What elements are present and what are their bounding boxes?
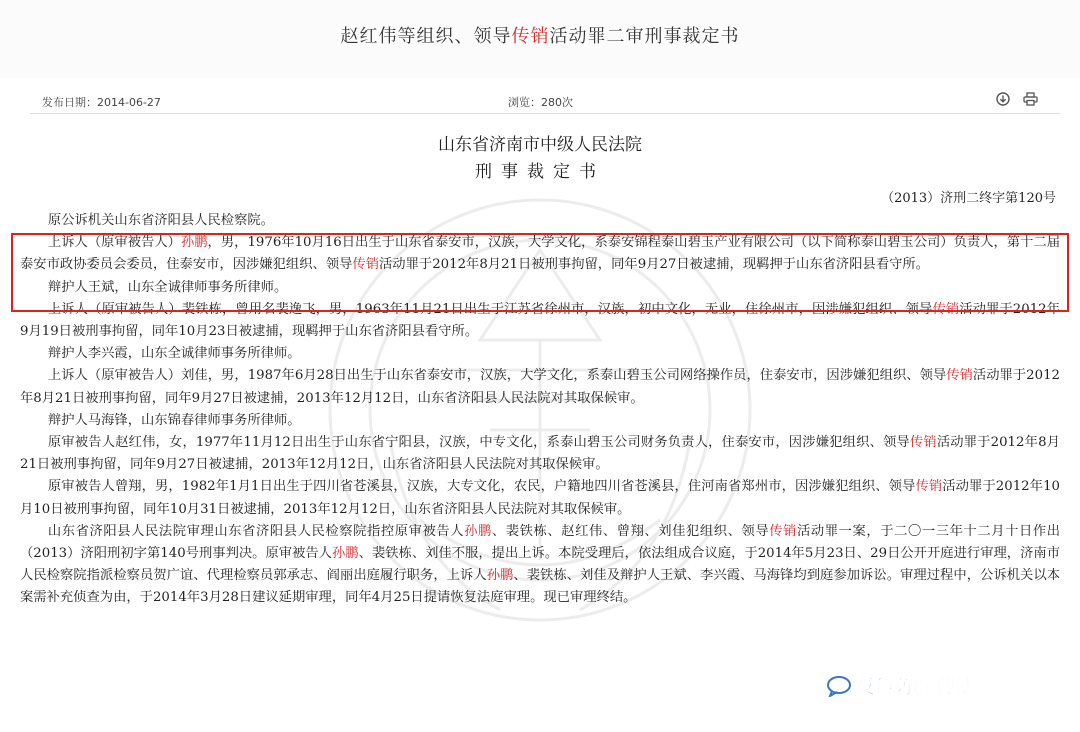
case-number: （2013）济刑二终字第120号: [881, 191, 1056, 206]
watermark-logo: [826, 672, 970, 699]
paragraph-text: 活动罪一案，于二〇一三年十二月十日作出（2013）济阳刑初字第140号刑事判决。原审被告人: [20, 523, 1061, 562]
paragraph-text: 原公诉机关山东省济阳县人民检察院。: [47, 213, 274, 228]
paragraph-text: 、裴铁栋、刘佳不服，提出上诉。本院受理后，依法组成合议庭，于2014年5月23日、29日公开开庭进行审理，济南市人民检察院指派检察员贺广谊、代理检察员郭承志、阎丽出庭履行职务，上诉人: [20, 546, 1061, 584]
paragraph-text: 上诉人（原审被告人）刘佳，男，1987年6月28日出生于山东省泰安市，汉族，大学文化，系泰山碧玉公司网络操作员，住泰安市，因涉嫌犯组织、领导: [47, 368, 947, 384]
paragraph: [20, 476, 1060, 520]
paragraph: [20, 365, 1060, 409]
paragraph-text: 活动罪于2012年9月19日被刑事拘留，同年10月23日被逮捕，现羁押于山东省济阳县看守所。: [20, 301, 1061, 340]
paragraph-text: 辩护人王斌，山东全诚律师事务所律师。: [47, 279, 288, 295]
paragraph-text: 原审被告人赵红伟，女，1977年11月12日出生于山东省宁阳县，汉族，中专文化，系泰山碧玉公司财务负责人，住泰安市，因涉嫌犯组织、领导: [47, 435, 910, 451]
paragraph: [20, 410, 1060, 432]
highlighted-term: 孙鹏: [464, 523, 492, 539]
paragraph-text: 山东省济阳县人民法院审理山东省济阳县人民检察院指控原审被告人: [47, 523, 465, 539]
paragraph: [20, 210, 1060, 232]
paragraph-text: 活动罪于2012年8月21日被刑事拘留，同年9月27日被逮捕，2013年12月12日，山东省济阳县人民法院对其取保候审。: [20, 435, 1060, 473]
page-title: 赵红伟等组织、领导传销活动罪二审刑事裁定书: [340, 26, 740, 47]
print-icon[interactable]: [1023, 91, 1038, 110]
paragraph: [20, 432, 1060, 476]
highlighted-term: 传销: [769, 523, 798, 539]
view-count: 浏览：280次: [508, 96, 573, 109]
paragraph-text: 原审被告人曾翔，男，1982年1月1日出生于四川省苍溪县，汉族，大专文化，农民，户籍地四川省苍溪县，住河南省郑州市，因涉嫌犯组织、领导: [47, 479, 916, 495]
chat-bubble-icon: [826, 675, 852, 697]
paragraph: [20, 521, 1060, 610]
paragraph-text: 上诉人（原审被告人）: [47, 235, 181, 251]
paragraph-text: 上诉人（原审被告人）裴铁栋，曾用名裴逸飞，男，1963年11月21日出生于江苏省徐州市，汉族，初中文化，无业，住徐州市，因涉嫌犯组织、领导: [47, 301, 933, 317]
highlighted-term: 传销: [915, 479, 943, 495]
highlighted-term: 孙鹏: [486, 568, 514, 584]
header-divider: [30, 113, 1060, 114]
paragraph-text: 、裴铁栋、刘佳及辩护人王斌、李兴霞、马海锋均到庭参加诉讼。审理过程中，公诉机关以本案需补充侦查为由，于2014年3月28日建议延期审理，同年4月25日提请恢复法庭审理。现已审理终结。: [20, 568, 1061, 606]
watermark-logo-text: 反传防骗联盟: [856, 676, 971, 698]
highlight-box: [11, 233, 1069, 312]
paragraph-text: 活动罪于2012年8月21日被刑事拘留，同年9月27日被逮捕，现羁押于山东省济阳县看守所。: [379, 257, 930, 273]
paragraph-text: 活动罪于2012年8月21日被刑事拘留，同年9月27日被逮捕，2013年12月12日，山东省济阳县人民法院对其取保候审。: [20, 368, 1061, 406]
paragraph-text: 辩护人李兴霞，山东全诚律师事务所律师。: [47, 346, 301, 362]
highlighted-term: 传销: [946, 368, 973, 384]
paragraph-text: 、裴铁栋、赵红伟、曾翔、刘佳犯组织、领导: [491, 523, 770, 539]
document-type: 刑事裁定书: [475, 162, 605, 182]
highlighted-term: 传销: [909, 435, 937, 451]
paragraph-text: ，男，1976年10月16日出生于山东省泰安市，汉族，大学文化，系泰安锦程泰山碧玉产业有限公司（以下简称泰山碧玉公司）负责人，第十二届泰安市政协委员会委员，住泰安市，因涉嫌犯组织、领导: [20, 235, 1061, 273]
download-icon[interactable]: [996, 91, 1010, 110]
highlighted-term: 孙鹏: [332, 546, 359, 562]
paragraph-text: 辩护人马海锋，山东锦春律师事务所律师。: [47, 412, 301, 428]
publish-date: 发布日期：2014-06-27: [42, 96, 161, 109]
paragraph: [20, 343, 1060, 365]
highlighted-term: 传销: [352, 257, 380, 273]
toolbar: [996, 91, 1046, 110]
highlighted-term: 传销: [932, 301, 960, 317]
paragraph-text: 活动罪于2012年10月10日被刑事拘留，同年10月31日被逮捕，2013年12月12日，山东省济阳县人民法院对其取保候审。: [20, 479, 1061, 517]
court-name: 山东省济南市中级人民法院: [438, 135, 642, 155]
highlighted-term: 孙鹏: [180, 235, 208, 251]
